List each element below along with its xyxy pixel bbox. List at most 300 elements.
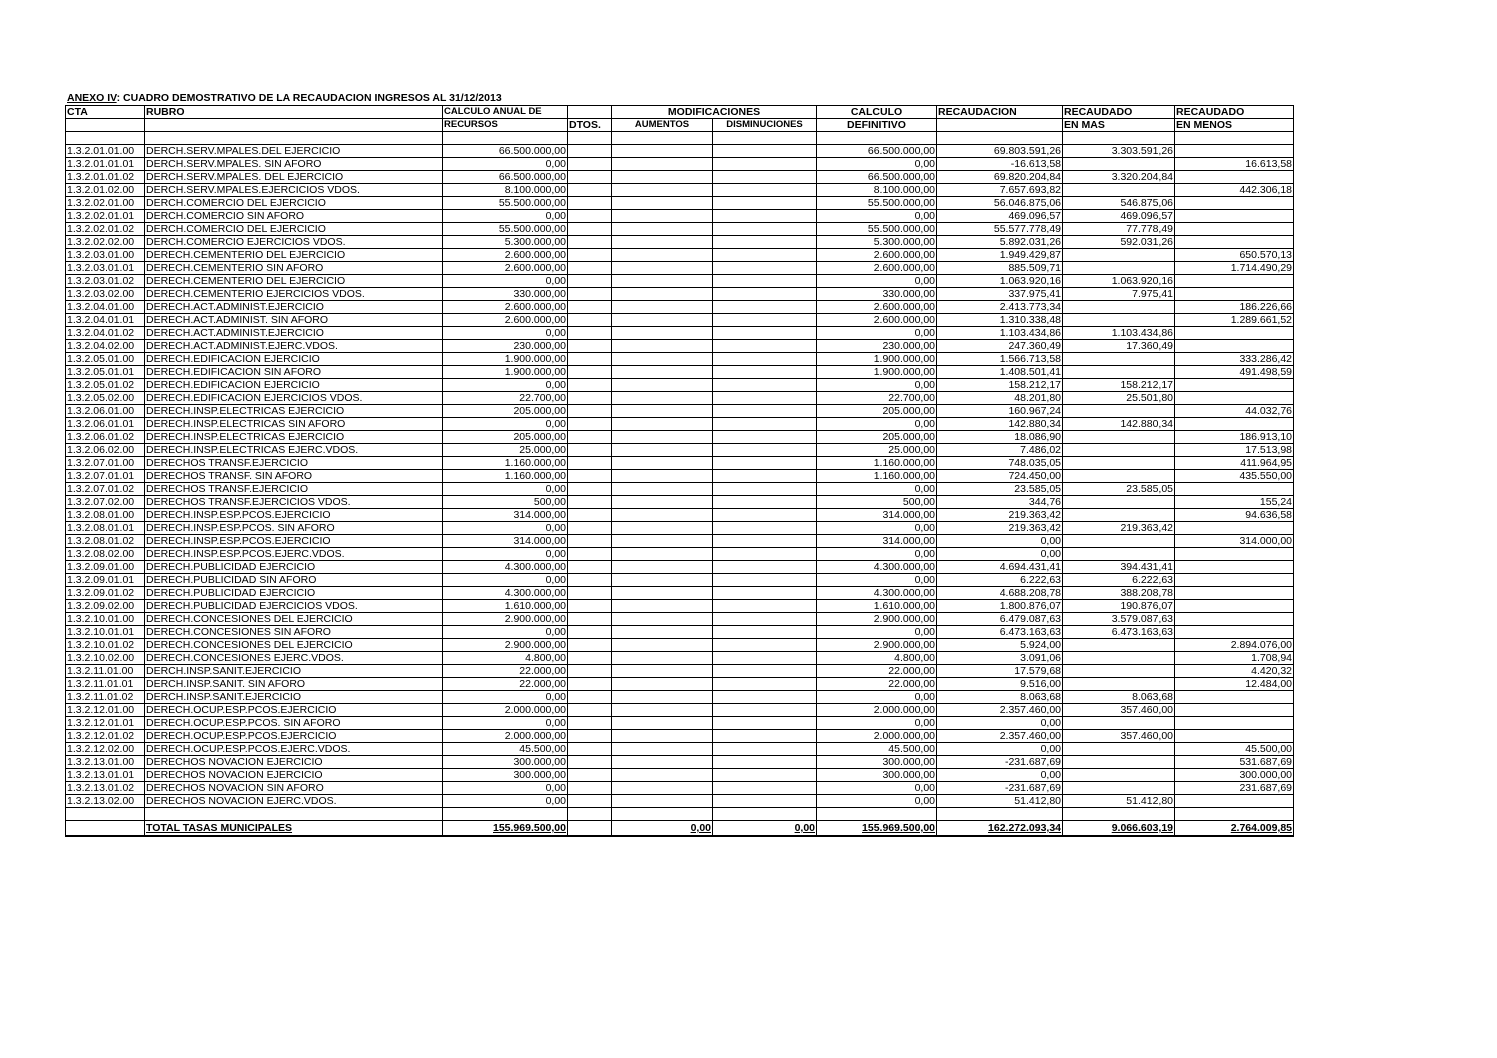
cell-recursos: 0,00 <box>443 782 568 795</box>
cell-en-mas <box>1063 678 1175 691</box>
table-row <box>66 366 1294 379</box>
cell-rubro: DERECH.CONCESIONES DEL EJERCICIO <box>145 613 443 626</box>
cell-en-mas <box>1063 366 1175 379</box>
spacer-row <box>66 808 1294 821</box>
cell-cta: 1.3.2.12.01.02 <box>66 730 145 743</box>
table-row <box>66 470 1294 483</box>
cell-dtos <box>568 795 612 808</box>
cell-definitivo: 8.100.000,00 <box>817 184 937 197</box>
table-row <box>66 587 1294 600</box>
cell-definitivo: 2.900.000,00 <box>817 613 937 626</box>
table-row <box>66 314 1294 327</box>
cell-recaudacion: 6.222,63 <box>937 574 1063 587</box>
cell-en-mas: 388.208,78 <box>1063 587 1175 600</box>
cell-dtos <box>568 158 612 171</box>
total-aumentos-text: 0,00 <box>690 822 711 834</box>
cell-rubro: DERECH.INSP.ESP.PCOS.EJERCICIO <box>145 535 443 548</box>
cell-recaudacion: 158.212,17 <box>937 379 1063 392</box>
cell-cta: 1.3.2.10.01.02 <box>66 639 145 652</box>
cell-recursos: 2.000.000,00 <box>443 704 568 717</box>
cell-cta: 1.3.2.06.02.00 <box>66 444 145 457</box>
header-aumentos: AUMENTOS <box>612 119 713 132</box>
table-row <box>66 379 1294 392</box>
cell-en-menos <box>1175 340 1294 353</box>
cell-en-menos <box>1175 275 1294 288</box>
cell-en-mas: 6.222,63 <box>1063 574 1175 587</box>
cell-disminuciones <box>713 314 817 327</box>
cell-recaudacion: 17.579,68 <box>937 665 1063 678</box>
total-en-mas <box>1063 821 1175 837</box>
cell-en-menos: 442.306,18 <box>1175 184 1294 197</box>
cell-definitivo: 1.610.000,00 <box>817 600 937 613</box>
header-recaudado-mas: RECAUDADO <box>1063 106 1175 119</box>
cell-aumentos <box>612 535 713 548</box>
total-en-menos-text: 2.764.009,85 <box>1230 822 1293 834</box>
cell-dtos <box>568 301 612 314</box>
cell-cta: 1.3.2.08.01.00 <box>66 509 145 522</box>
cell-cta: 1.3.2.08.01.02 <box>66 535 145 548</box>
cell-aumentos <box>612 457 713 470</box>
cell-rubro: DERECHOS TRANSF.EJERCICIOS VDOS. <box>145 496 443 509</box>
cell-cta: 1.3.2.11.01.02 <box>66 691 145 704</box>
cell-recursos: 5.300.000,00 <box>443 236 568 249</box>
cell-recursos: 0,00 <box>443 795 568 808</box>
cell-aumentos <box>612 587 713 600</box>
cell-en-menos <box>1175 574 1294 587</box>
cell-rubro: DERECH.INSP.ELECTRICAS EJERCICIO <box>145 431 443 444</box>
cell-dtos <box>568 691 612 704</box>
cell-en-mas: 357.460,00 <box>1063 704 1175 717</box>
total-blank <box>66 821 145 837</box>
cell-disminuciones <box>713 327 817 340</box>
cell-recursos: 2.900.000,00 <box>443 613 568 626</box>
cell-recaudacion: 885.509,71 <box>937 262 1063 275</box>
cell-cta: 1.3.2.09.01.01 <box>66 574 145 587</box>
total-aumentos <box>612 821 713 837</box>
cell-en-menos <box>1175 236 1294 249</box>
cell-en-menos: 300.000,00 <box>1175 769 1294 782</box>
cell-aumentos <box>612 730 713 743</box>
cell-aumentos <box>612 496 713 509</box>
cell-dtos <box>568 665 612 678</box>
cell-dtos <box>568 730 612 743</box>
cell-aumentos <box>612 145 713 158</box>
table-row <box>66 249 1294 262</box>
cell-recaudacion: 0,00 <box>937 548 1063 561</box>
total-row <box>66 821 1294 837</box>
cell-definitivo: 2.600.000,00 <box>817 249 937 262</box>
table-row <box>66 691 1294 704</box>
cell-recaudacion: -16.613,58 <box>937 158 1063 171</box>
cell-recursos: 0,00 <box>443 717 568 730</box>
cell-en-mas <box>1063 639 1175 652</box>
cell-en-menos: 155,24 <box>1175 496 1294 509</box>
cell-en-mas: 17.360,49 <box>1063 340 1175 353</box>
cell-aumentos <box>612 626 713 639</box>
cell-disminuciones <box>713 756 817 769</box>
cell-en-mas <box>1063 431 1175 444</box>
table-row <box>66 678 1294 691</box>
cell-aumentos <box>612 288 713 301</box>
cell-rubro: DERECH.OCUP.ESP.PCOS. SIN AFORO <box>145 717 443 730</box>
cell-dtos <box>568 470 612 483</box>
table-row <box>66 639 1294 652</box>
table-row <box>66 535 1294 548</box>
cell-disminuciones <box>713 366 817 379</box>
cell-definitivo: 0,00 <box>817 782 937 795</box>
cell-en-menos: 45.500,00 <box>1175 743 1294 756</box>
cell-disminuciones <box>713 587 817 600</box>
cell-dtos <box>568 249 612 262</box>
cell-disminuciones <box>713 678 817 691</box>
cell-rubro: DERECHOS NOVACION SIN AFORO <box>145 782 443 795</box>
cell-recaudacion: 1.103.434,86 <box>937 327 1063 340</box>
cell-en-menos <box>1175 418 1294 431</box>
cell-recursos: 0,00 <box>443 379 568 392</box>
cell-disminuciones <box>713 626 817 639</box>
cell-recaudacion: 1.408.501,41 <box>937 366 1063 379</box>
cell-disminuciones <box>713 782 817 795</box>
cell-definitivo: 0,00 <box>817 418 937 431</box>
cell-recursos: 205.000,00 <box>443 405 568 418</box>
cell-recursos: 300.000,00 <box>443 756 568 769</box>
cell-rubro: DERECH.ACT.ADMINIST. SIN AFORO <box>145 314 443 327</box>
cell-en-menos <box>1175 483 1294 496</box>
cell-rubro: DERECH.CEMENTERIO DEL EJERCICIO <box>145 249 443 262</box>
cell-recursos: 1.160.000,00 <box>443 470 568 483</box>
cell-rubro: DERECH.OCUP.ESP.PCOS.EJERCICIO <box>145 730 443 743</box>
cell-rubro: DERECH.ACT.ADMINIST.EJERCICIO <box>145 327 443 340</box>
table-row <box>66 522 1294 535</box>
cell-recursos: 314.000,00 <box>443 535 568 548</box>
cell-disminuciones <box>713 743 817 756</box>
cell-rubro: DERECH.CONCESIONES EJERC.VDOS. <box>145 652 443 665</box>
cell-rubro: DERECH.ACT.ADMINIST.EJERCICIO <box>145 301 443 314</box>
cell-aumentos <box>612 704 713 717</box>
cell-cta: 1.3.2.02.01.00 <box>66 197 145 210</box>
cell-recaudacion: 8.063,68 <box>937 691 1063 704</box>
cell-recaudacion: 337.975,41 <box>937 288 1063 301</box>
cell-disminuciones <box>713 561 817 574</box>
cell-en-mas: 592.031,26 <box>1063 236 1175 249</box>
cell-definitivo: 0,00 <box>817 483 937 496</box>
cell-recaudacion: 1.800.876,07 <box>937 600 1063 613</box>
cell-definitivo: 0,00 <box>817 210 937 223</box>
cell-rubro: DERECHOS NOVACION EJERCICIO <box>145 769 443 782</box>
header-calculo: CALCULO <box>817 106 937 119</box>
cell-recaudacion: 69.820.204,84 <box>937 171 1063 184</box>
cell-aumentos <box>612 392 713 405</box>
cell-cta: 1.3.2.07.01.02 <box>66 483 145 496</box>
cell-cta: 1.3.2.11.01.00 <box>66 665 145 678</box>
cell-definitivo: 66.500.000,00 <box>817 171 937 184</box>
cell-aumentos <box>612 353 713 366</box>
cell-recursos: 1.900.000,00 <box>443 366 568 379</box>
cell-dtos <box>568 769 612 782</box>
cell-cta: 1.3.2.03.01.02 <box>66 275 145 288</box>
cell-definitivo: 22.700,00 <box>817 392 937 405</box>
cell-en-menos: 435.550,00 <box>1175 470 1294 483</box>
cell-dtos <box>568 288 612 301</box>
cell-recaudacion: 0,00 <box>937 743 1063 756</box>
cell-en-menos: 1.289.661,52 <box>1175 314 1294 327</box>
cell-recursos: 1.900.000,00 <box>443 353 568 366</box>
cell-en-mas <box>1063 756 1175 769</box>
total-recursos <box>443 821 568 837</box>
cell-recaudacion: 748.035,05 <box>937 457 1063 470</box>
cell-dtos <box>568 704 612 717</box>
cell-disminuciones <box>713 470 817 483</box>
cell-dtos <box>568 223 612 236</box>
cell-recaudacion: 0,00 <box>937 717 1063 730</box>
cell-recursos: 0,00 <box>443 548 568 561</box>
cell-recaudacion: 5.924,00 <box>937 639 1063 652</box>
cell-definitivo: 45.500,00 <box>817 743 937 756</box>
cell-recaudacion: 469.096,57 <box>937 210 1063 223</box>
cell-definitivo: 2.600.000,00 <box>817 262 937 275</box>
cell-dtos <box>568 483 612 496</box>
header-blank <box>66 119 145 132</box>
cell-cta: 1.3.2.06.01.01 <box>66 418 145 431</box>
spacer-row <box>66 132 1294 145</box>
cell-en-mas: 6.473.163,63 <box>1063 626 1175 639</box>
cell-definitivo: 230.000,00 <box>817 340 937 353</box>
cell-rubro: DERECH.PUBLICIDAD EJERCICIO <box>145 561 443 574</box>
cell-recaudacion: 219.363,42 <box>937 509 1063 522</box>
cell-recursos: 55.500.000,00 <box>443 197 568 210</box>
cell-en-mas <box>1063 457 1175 470</box>
header-row-2 <box>66 119 1294 132</box>
cell-definitivo: 2.600.000,00 <box>817 301 937 314</box>
cell-cta: 1.3.2.13.01.02 <box>66 782 145 795</box>
cell-definitivo: 0,00 <box>817 548 937 561</box>
cell-aumentos <box>612 665 713 678</box>
cell-recursos: 500,00 <box>443 496 568 509</box>
cell-en-mas: 142.880,34 <box>1063 418 1175 431</box>
cell-disminuciones <box>713 184 817 197</box>
cell-cta: 1.3.2.04.01.00 <box>66 301 145 314</box>
cell-disminuciones <box>713 795 817 808</box>
cell-cta: 1.3.2.04.02.00 <box>66 340 145 353</box>
table-row <box>66 483 1294 496</box>
cell-recaudacion: 0,00 <box>937 769 1063 782</box>
header-recaudado-menos: RECAUDADO <box>1175 106 1294 119</box>
cell-cta: 1.3.2.01.01.01 <box>66 158 145 171</box>
cell-en-menos: 1.708,94 <box>1175 652 1294 665</box>
cell-en-menos <box>1175 210 1294 223</box>
cell-dtos <box>568 353 612 366</box>
cell-en-mas <box>1063 470 1175 483</box>
cell-en-menos <box>1175 327 1294 340</box>
cell-definitivo: 2.900.000,00 <box>817 639 937 652</box>
total-disminuciones-text: 0,00 <box>794 822 816 834</box>
cell-definitivo: 1.160.000,00 <box>817 457 937 470</box>
cell-recursos: 55.500.000,00 <box>443 223 568 236</box>
cell-disminuciones <box>713 665 817 678</box>
cell-en-mas: 51.412,80 <box>1063 795 1175 808</box>
cell-aumentos <box>612 743 713 756</box>
cell-dtos <box>568 600 612 613</box>
cell-dtos <box>568 236 612 249</box>
cell-en-mas: 469.096,57 <box>1063 210 1175 223</box>
cell-recaudacion: 2.357.460,00 <box>937 704 1063 717</box>
table-row <box>66 509 1294 522</box>
cell-cta: 1.3.2.09.01.00 <box>66 561 145 574</box>
cell-definitivo: 0,00 <box>817 379 937 392</box>
cell-aumentos <box>612 184 713 197</box>
cell-aumentos <box>612 379 713 392</box>
cell-cta: 1.3.2.05.01.01 <box>66 366 145 379</box>
cell-rubro: DERECHOS TRANSF.EJERCICIO <box>145 457 443 470</box>
cell-cta: 1.3.2.02.01.01 <box>66 210 145 223</box>
cell-dtos <box>568 639 612 652</box>
cell-en-mas <box>1063 184 1175 197</box>
cell-en-mas: 1.063.920,16 <box>1063 275 1175 288</box>
cell-recaudacion: 1.566.713,58 <box>937 353 1063 366</box>
table-row <box>66 236 1294 249</box>
cell-en-mas <box>1063 769 1175 782</box>
cell-disminuciones <box>713 392 817 405</box>
cell-recursos: 66.500.000,00 <box>443 171 568 184</box>
cell-aumentos <box>612 678 713 691</box>
cell-cta: 1.3.2.05.01.00 <box>66 353 145 366</box>
cell-recaudacion: 142.880,34 <box>937 418 1063 431</box>
cell-definitivo: 314.000,00 <box>817 535 937 548</box>
cell-dtos <box>568 522 612 535</box>
cell-en-mas <box>1063 301 1175 314</box>
cell-dtos <box>568 717 612 730</box>
cell-dtos <box>568 561 612 574</box>
cell-dtos <box>568 145 612 158</box>
cell-rubro: DERECH.CONCESIONES SIN AFORO <box>145 626 443 639</box>
cell-dtos <box>568 652 612 665</box>
cell-cta: 1.3.2.07.01.01 <box>66 470 145 483</box>
cell-en-mas: 394.431,41 <box>1063 561 1175 574</box>
header-cta: CTA <box>66 106 145 119</box>
cell-definitivo: 0,00 <box>817 574 937 587</box>
cell-aumentos <box>612 613 713 626</box>
cell-rubro: DERECH.CEMENTERIO DEL EJERCICIO <box>145 275 443 288</box>
cell-recursos: 4.300.000,00 <box>443 561 568 574</box>
table-row <box>66 795 1294 808</box>
cell-aumentos <box>612 691 713 704</box>
cell-rubro: DERCH.SERV.MPALES.DEL EJERCICIO <box>145 145 443 158</box>
cell-rubro: DERECHOS NOVACION EJERC.VDOS. <box>145 795 443 808</box>
cell-dtos <box>568 418 612 431</box>
cell-en-menos <box>1175 197 1294 210</box>
table-row <box>66 665 1294 678</box>
cell-definitivo: 205.000,00 <box>817 431 937 444</box>
cell-en-mas: 357.460,00 <box>1063 730 1175 743</box>
cell-en-mas: 23.585,05 <box>1063 483 1175 496</box>
cell-en-mas <box>1063 717 1175 730</box>
cell-disminuciones <box>713 548 817 561</box>
header-dtos-top <box>568 106 612 119</box>
cell-dtos <box>568 340 612 353</box>
cell-definitivo: 55.500.000,00 <box>817 197 937 210</box>
total-definitivo-text: 155.969.500,00 <box>862 822 936 834</box>
cell-rubro: DERCH.INSP.SANIT. SIN AFORO <box>145 678 443 691</box>
cell-definitivo: 300.000,00 <box>817 769 937 782</box>
cell-disminuciones <box>713 704 817 717</box>
cell-rubro: DERECH.INSP.ESP.PCOS.EJERC.VDOS. <box>145 548 443 561</box>
cell-rubro: DERCH.SERV.MPALES. SIN AFORO <box>145 158 443 171</box>
cell-aumentos <box>612 249 713 262</box>
cell-definitivo: 314.000,00 <box>817 509 937 522</box>
cell-disminuciones <box>713 275 817 288</box>
cell-disminuciones <box>713 197 817 210</box>
cell-en-menos <box>1175 626 1294 639</box>
cell-cta: 1.3.2.02.01.02 <box>66 223 145 236</box>
cell-definitivo: 2.600.000,00 <box>817 314 937 327</box>
table-row <box>66 496 1294 509</box>
cell-aumentos <box>612 548 713 561</box>
cell-en-menos: 44.032,76 <box>1175 405 1294 418</box>
cell-recaudacion: 724.450,00 <box>937 470 1063 483</box>
cell-dtos <box>568 457 612 470</box>
cell-definitivo: 1.900.000,00 <box>817 353 937 366</box>
cell-en-mas: 8.063,68 <box>1063 691 1175 704</box>
cell-aumentos <box>612 275 713 288</box>
cell-en-mas <box>1063 665 1175 678</box>
cell-recursos: 0,00 <box>443 275 568 288</box>
cell-aumentos <box>612 301 713 314</box>
cell-recaudacion: 1.063.920,16 <box>937 275 1063 288</box>
cell-definitivo: 0,00 <box>817 626 937 639</box>
cell-recursos: 0,00 <box>443 691 568 704</box>
cell-rubro: DERECH.INSP.ESP.PCOS.EJERCICIO <box>145 509 443 522</box>
cell-disminuciones <box>713 509 817 522</box>
cell-aumentos <box>612 795 713 808</box>
cell-en-mas <box>1063 353 1175 366</box>
cell-cta: 1.3.2.04.01.02 <box>66 327 145 340</box>
cell-rubro: DERECH.EDIFICACION SIN AFORO <box>145 366 443 379</box>
cell-recursos: 0,00 <box>443 327 568 340</box>
cell-recaudacion: 1.310.338,48 <box>937 314 1063 327</box>
cell-recaudacion: 4.688.208,78 <box>937 587 1063 600</box>
cell-rubro: DERECH.ACT.ADMINIST.EJERC.VDOS. <box>145 340 443 353</box>
table-row <box>66 184 1294 197</box>
cell-recaudacion: 219.363,42 <box>937 522 1063 535</box>
table-row <box>66 431 1294 444</box>
total-definitivo <box>817 821 937 837</box>
cell-rubro: DERECH.INSP.ESP.PCOS. SIN AFORO <box>145 522 443 535</box>
cell-aumentos <box>612 483 713 496</box>
cell-cta: 1.3.2.13.01.00 <box>66 756 145 769</box>
cell-dtos <box>568 613 612 626</box>
cell-recursos: 2.600.000,00 <box>443 301 568 314</box>
cell-en-menos <box>1175 392 1294 405</box>
total-disminuciones <box>713 821 817 837</box>
cell-rubro: DERECH.INSP.ELECTRICAS SIN AFORO <box>145 418 443 431</box>
header-en-menos: EN MENOS <box>1175 119 1294 132</box>
table-row <box>66 704 1294 717</box>
header-row-1 <box>66 106 1294 119</box>
cell-aumentos <box>612 236 713 249</box>
cell-rubro: DERECH.EDIFICACION EJERCICIOS VDOS. <box>145 392 443 405</box>
cell-disminuciones <box>713 483 817 496</box>
table-row <box>66 405 1294 418</box>
cell-recursos: 2.600.000,00 <box>443 314 568 327</box>
cell-disminuciones <box>713 353 817 366</box>
cell-recaudacion: 3.091,06 <box>937 652 1063 665</box>
cell-definitivo: 1.160.000,00 <box>817 470 937 483</box>
cell-aumentos <box>612 782 713 795</box>
cell-recursos: 45.500,00 <box>443 743 568 756</box>
cell-en-menos: 314.000,00 <box>1175 535 1294 548</box>
cell-en-menos <box>1175 704 1294 717</box>
cell-disminuciones <box>713 496 817 509</box>
